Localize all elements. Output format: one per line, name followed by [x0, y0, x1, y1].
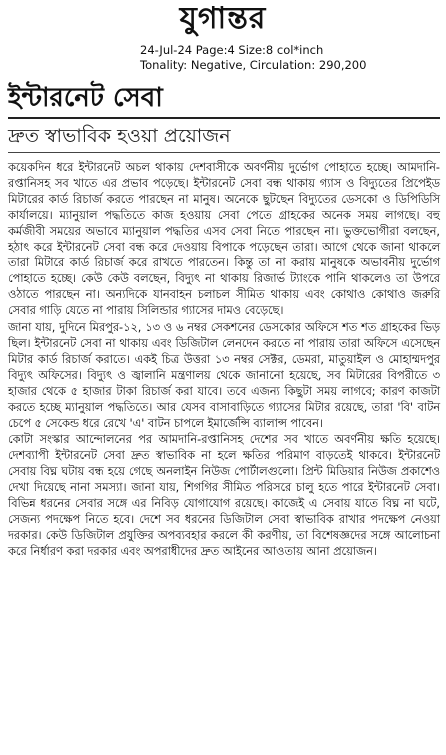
article-paragraph-2: জানা যায়, দুদিনে মিরপুর-১২, ১৩ ও ৬ নম্বর সেকশনের ডেসকোর অফিসে শত শত গ্রাহকের ভিড় ছিল। ইন্টারনেট সেবা না থাকায় এবং ডিজিটাল লেনদেন করতে না পারায় তারা অফিসে এসেছেন মিটার কার্ড রিচার্জ করাতে। একই চিত্র উত্তরা ১৩ নম্বর সেক্টর, ডেমরা, মাতুয়াইল ও মোহাম্মদপুর বিদ্যুৎ অফিসের। বিদ্যুৎ ও জ্বালানি মন্ত্রণালয় থেকে জানানো হয়েছে, সব মিটারের বিপরীতে ৩ হাজার থেকে ৫ হাজার টাকা রিচার্জ করা যাবে। তবে এজন্য কিছুটা সময় লাগবে; কারণ কাজটা করতে হচ্ছে ম্যানুয়াল পদ্ধতিতে। আর যেসব বাসাবাড়িতে গ্যাসের মিটার রয়েছে, তারা 'বি' বাটন চেপে ৫ সেকেন্ড ধরে রেখে 'এ' বাটন চাপলে ইমার্জেন্সি ব্যালান্স পাবেন।: [8, 321, 440, 430]
headline-divider: [8, 117, 440, 119]
clip-tonality-circulation: Tonality: Negative, Circulation: 290,200: [140, 58, 367, 72]
clip-date-page-size: 24-Jul-24 Page:4 Size:8 col*inch: [140, 43, 324, 57]
article-paragraph-1: কয়েকদিন ধরে ইন্টারনেট অচল থাকায় দেশবাসীকে অবর্ণনীয় দুর্ভোগ পোহাতে হচ্ছে। আমদানি-রপ্তানিসহ সব খাতে এর প্রভাব পড়েছে। ইন্টারনেট সেবা বন্ধ থাকায় গ্যাস ও বিদ্যুতের প্রিপেইড মিটারের কার্ড রিচার্জ করতে পারছেন না মানুষ। অনেকে ছুটছেন বিদ্যুতের ডেসকো ও ডিপিডিসি কার্যালয়ে। ম্যানুয়াল পদ্ধতিতে কাজ হওয়ায় সেবা পেতে গ্রাহকের অনেক সময় লাগছে। বহু কর্মজীবী সময়ের অভাবে ম্যানুয়াল পদ্ধতির এসব সেবা নিতে পারছেন না। ভুক্তভোগীরা বলছেন, হঠাৎ করে ইন্টারনেট সেবা বন্ধ করে দেওয়ায় বিপাকে পড়েছেন তারা। আগে থেকে জানা থাকলে তারা মিটারে কার্ড রিচার্জ করে রাখতে পারতেন। কিন্তু তা না করায় মানুষকে অভাবনীয় দুর্ভোগ পোহাতে হচ্ছে। কেউ কেউ বলছেন, বিদ্যুৎ না থাকায় রিজার্ভ ট্যাংকে পানি থাকলেও তা উপরে ওঠাতে পারছেন না। অন্যদিকে যানবাহন চলাচল সীমিত থাকায় এবং কোথাও কোথাও জরুরি সেবার গাড়ি যেতে না পারায় সিলিন্ডার গ্যাসের দামও বেড়েছে।: [8, 161, 440, 318]
clip-metadata: [140, 43, 380, 73]
article-paragraph-3: কোটা সংস্কার আন্দোলনের পর আমদানি-রপ্তানিসহ দেশের সব খাতে অবর্ণনীয় ক্ষতি হয়েছে। দেশব্যাপী ইন্টারনেট সেবা দ্রুত স্বাভাবিক না হলে ক্ষতির পরিমাণ বাড়তেই থাকবে। ইন্টারনেট সেবায় বিঘ্ন ঘটায় বন্ধ হয়ে গেছে অনলাইন নিউজ পোর্টালগুলো। প্রিন্ট মিডিয়ার নিউজ প্রকাশেও দেখা দিয়েছে নানা সমস্যা। জানা যায়, শিগগির সীমিত পরিসরে চালু হতে পারে ইন্টারনেট সেবা। বিভিন্ন ধরনের সেবার সঙ্গে এর নিবিড় যোগাযোগ রয়েছে। কাজেই এ সেবায় যাতে বিঘ্ন না ঘটে, সেজন্য পদক্ষেপ নিতে হবে। দেশে সব ধরনের ডিজিটাল সেবা স্বাভাবিক রাখার পদক্ষেপ নেওয়া দরকার। কেউ ডিজিটাল প্রযুক্তির অপব্যবহার করলে কী করণীয়, তা বিশেষজ্ঞদের সঙ্গে আলোচনা করে নির্ধারণ করা দরকার এবং অপরাধীদের দ্রুত আইনের আওতায় আনা প্রয়োজন।: [8, 433, 440, 558]
article-body: [8, 160, 440, 561]
newspaper-logo: যুগান্তর: [179, 1, 267, 36]
article-subheadline: দ্রুত স্বাভাবিক হওয়া প্রয়োজন: [8, 125, 231, 147]
newspaper-masthead: [0, 2, 446, 36]
article-headline: ইন্টারনেট সেবা: [8, 83, 163, 113]
subheadline-divider: [8, 152, 440, 153]
